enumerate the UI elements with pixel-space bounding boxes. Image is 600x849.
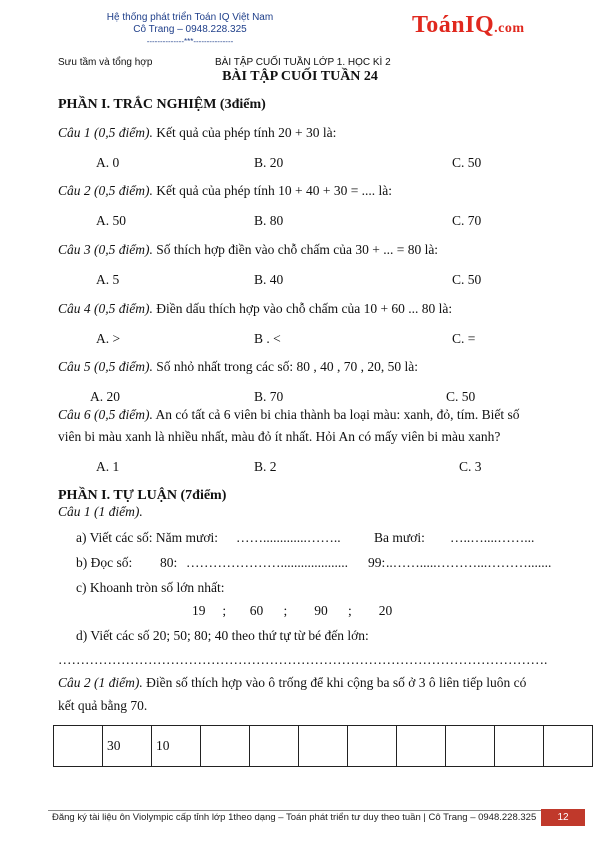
part2-heading: PHẦN I. TỰ LUẬN (7điểm) <box>58 488 227 503</box>
number-grid <box>53 725 593 767</box>
q6-option-c: C. 3 <box>459 459 482 474</box>
question-label: Câu 2 (1 điểm). <box>58 675 143 690</box>
number-grid-row <box>54 726 593 767</box>
item-a-blank-1[interactable]: …….............…….. <box>236 530 341 545</box>
item-a <box>76 530 218 546</box>
header-system-block <box>95 12 285 48</box>
q1-option-a: A. 0 <box>96 155 120 170</box>
question-text: Kết quả của phép tính 20 + 30 là: <box>152 125 337 140</box>
logo-text: ToánIQ <box>412 12 495 38</box>
item-a-blank-2[interactable]: …..…....……... <box>450 530 535 545</box>
grid-cell[interactable] <box>54 726 103 767</box>
essay-q1-label <box>58 504 143 520</box>
item-b-blank-1[interactable]: ………………….................... <box>186 555 348 570</box>
grid-cell[interactable] <box>495 726 544 767</box>
q6-option-b: B. 2 <box>254 459 277 474</box>
q5-option-a: A. 20 <box>90 389 120 404</box>
grid-cell[interactable] <box>348 726 397 767</box>
q6-option-a: A. 1 <box>96 459 120 474</box>
question-label: Câu 2 (0,5 điểm). <box>58 183 153 198</box>
q3-option-a: A. 5 <box>96 272 120 287</box>
grid-cell: 10 <box>152 726 201 767</box>
question-6-line2: viên bi màu xanh là nhiều nhất, màu đỏ ít nhất. Hỏi An có mấy viên bi màu xanh? <box>58 429 501 444</box>
grid-cell[interactable] <box>201 726 250 767</box>
q2-option-a: A. 50 <box>96 213 126 228</box>
question-4 <box>58 301 452 317</box>
item-d-answer-line[interactable]: ………………………………………………………………………………………………. <box>58 652 548 667</box>
item-b-blank-2[interactable]: ..…….....………...………....... <box>386 555 552 570</box>
system-name: Hệ thống phát triển Toán IQ Việt Nam <box>106 12 274 23</box>
question-text: Điền dấu thích hợp vào chỗ chấm của 10 + 60 ... 80 là: <box>152 301 453 316</box>
question-label: Câu 3 (0,5 điểm). <box>58 242 153 257</box>
worksheet-title: BÀI TẬP CUỐI TUẦN 24 <box>222 69 378 84</box>
q4-option-b: B . < <box>254 331 281 346</box>
q2-option-b: B. 80 <box>254 213 284 228</box>
question-text: Kết quả của phép tính 10 + 40 + 30 = .... là: <box>152 183 393 198</box>
logo-domain: .com <box>494 21 525 36</box>
footer-divider <box>48 810 568 811</box>
question-text: Số thích hợp điền vào chỗ chấm của 30 + ... = 80 là: <box>152 242 439 257</box>
grid-cell[interactable] <box>544 726 593 767</box>
q3-option-b: B. 40 <box>254 272 284 287</box>
item-c-label: c) Khoanh tròn số lớn nhất: <box>76 580 225 595</box>
item-b-label: b) Đọc số: <box>76 555 133 570</box>
grid-cell[interactable] <box>397 726 446 767</box>
q5-option-c: C. 50 <box>446 389 476 404</box>
q4-option-c: C. = <box>452 331 476 346</box>
question-label: Câu 1 (0,5 điểm). <box>58 125 153 140</box>
collected-label: Sưu tầm và tổng hợp <box>58 57 153 68</box>
question-6 <box>58 407 520 423</box>
item-b-number-2: 99: <box>368 555 386 570</box>
question-1 <box>58 125 336 141</box>
item-a-label-2: Ba mươi: <box>374 530 425 545</box>
q5-option-b: B. 70 <box>254 389 284 404</box>
essay-q2-line2: kết quả bằng 70. <box>58 698 148 713</box>
item-c-numbers[interactable]: 19 ; 60 ; 90 ; 20 <box>192 603 393 618</box>
question-5 <box>58 359 418 375</box>
q3-option-c: C. 50 <box>452 272 482 287</box>
grid-cell: 30 <box>103 726 152 767</box>
brand-logo <box>412 12 525 39</box>
question-text: Số nhỏ nhất trong các số: 80 , 40 , 70 , 20, 50 là: <box>152 359 418 374</box>
question-text: Điền số thích hợp vào ô trống để khi cộng ba số ở 3 ô liên tiếp luôn có <box>142 675 527 690</box>
item-b-number-1: 80: <box>160 555 178 570</box>
question-text: An có tất cả 6 viên bi chia thành ba loại màu: xanh, đỏ, tím. Biết số <box>152 407 520 422</box>
part1-heading: PHẦN I. TRẮC NGHIỆM (3điểm) <box>58 97 266 112</box>
question-label: Câu 4 (0,5 điểm). <box>58 301 153 316</box>
question-label: Câu 5 (0,5 điểm). <box>58 359 153 374</box>
footer-text: Đăng ký tài liệu ôn Violympic cấp tỉnh lớp 1theo dạng – Toán phát triển tư duy theo tuần | Cô Trang – 0948.228.325 <box>52 812 537 823</box>
q2-option-c: C. 70 <box>452 213 482 228</box>
teacher-contact: Cô Trang – 0948.228.325 <box>133 24 247 35</box>
grid-cell[interactable] <box>446 726 495 767</box>
q4-option-a: A. > <box>96 331 121 346</box>
question-2 <box>58 183 392 199</box>
essay-q2 <box>58 675 526 691</box>
page-number: 12 <box>541 809 585 826</box>
item-a-label: a) Viết các số: Năm mươi: <box>76 530 218 545</box>
q1-option-b: B. 20 <box>254 155 284 170</box>
question-label: Câu 6 (0,5 điểm). <box>58 407 153 422</box>
q1-option-c: C. 50 <box>452 155 482 170</box>
question-label: Câu 1 (1 điểm). <box>58 504 143 519</box>
worksheet-subtitle: BÀI TẬP CUỐI TUẦN LỚP 1. HỌC KÌ 2 <box>215 57 391 68</box>
grid-cell[interactable] <box>250 726 299 767</box>
header-divider: --------------***--------------- <box>146 37 234 46</box>
item-d-label: d) Viết các số 20; 50; 80; 40 theo thứ tự từ bé đến lớn: <box>76 628 369 643</box>
question-3 <box>58 242 438 258</box>
grid-cell[interactable] <box>299 726 348 767</box>
